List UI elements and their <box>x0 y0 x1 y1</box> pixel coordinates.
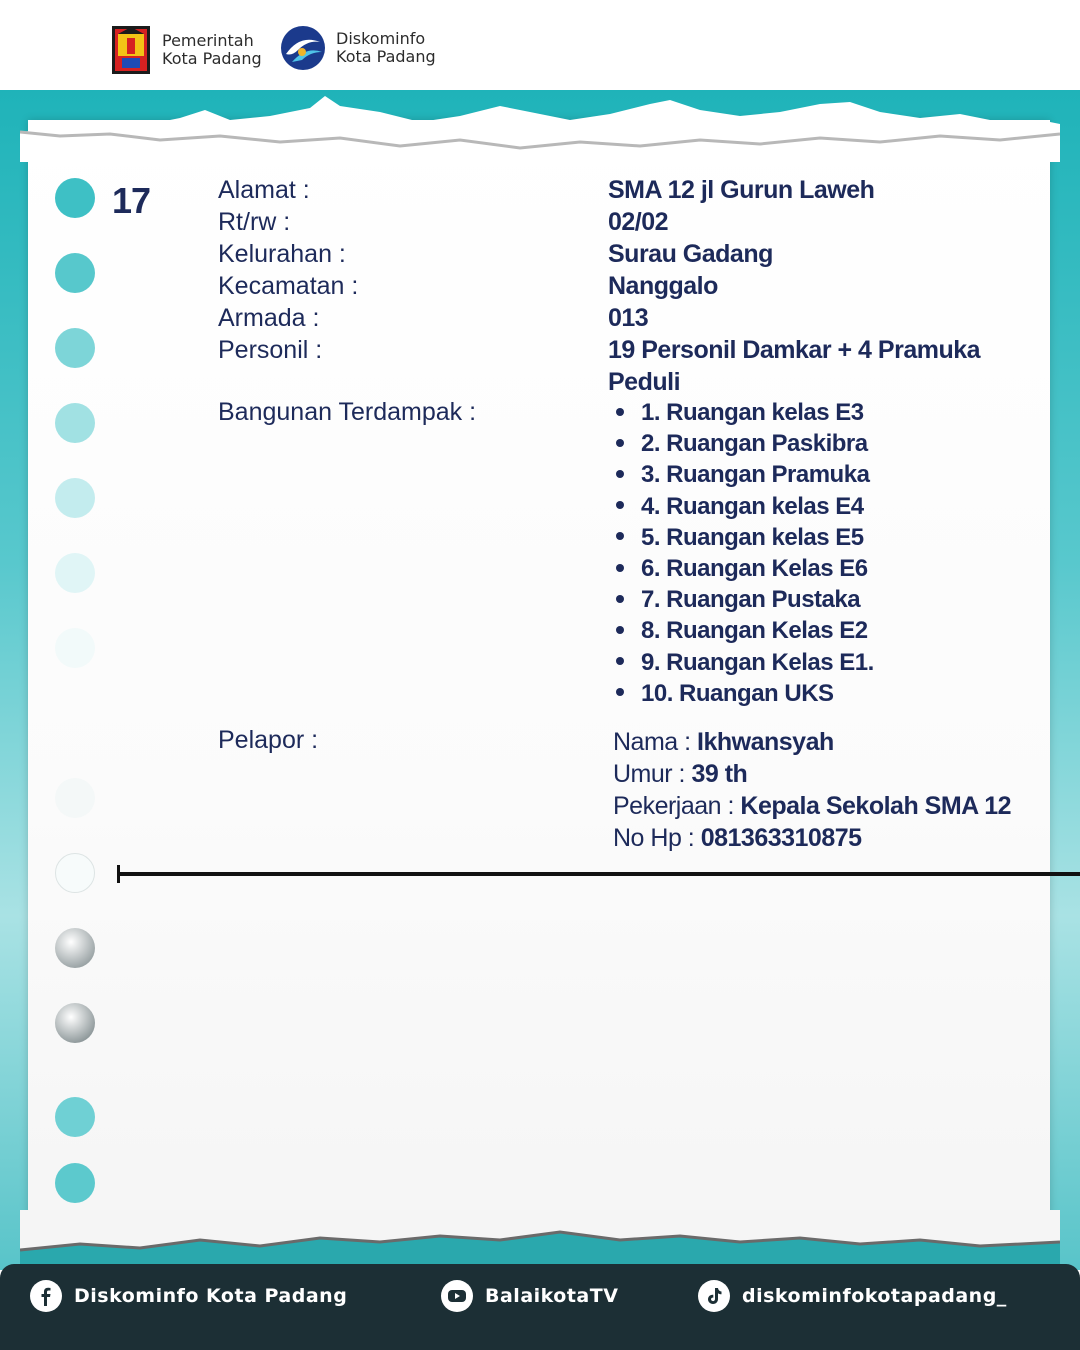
bullet-icon <box>616 626 624 634</box>
label-personil: Personil : <box>218 336 323 364</box>
bullet-icon <box>616 501 624 509</box>
bullet-icon <box>616 439 624 447</box>
label-bangunan-terdampak: Bangunan Terdampak : <box>218 398 477 426</box>
binder-hole <box>55 628 95 668</box>
bullet-icon <box>616 470 624 478</box>
section-divider <box>118 872 1080 876</box>
binder-hole <box>55 1097 95 1137</box>
torn-paper-top-edge <box>20 92 1060 162</box>
binder-hole <box>55 778 95 818</box>
brand-diskominfo <box>280 24 436 72</box>
kominfo-logo-icon <box>280 24 326 72</box>
binder-hole <box>55 178 95 218</box>
list-item: 5. Ruangan kelas E5 <box>616 522 874 553</box>
reporter-pekerjaan: Pekerjaan : Kepala Sekolah SMA 12 <box>613 792 1012 820</box>
affected-buildings-list <box>616 397 874 709</box>
entry-number: 17 <box>112 180 151 221</box>
brand-diskominfo-text: Diskominfo Kota Padang <box>336 29 436 66</box>
label-kecamatan: Kecamatan : <box>218 272 359 300</box>
value-rtrw: 02/02 <box>608 208 669 236</box>
brand-pemkot-text: Pemerintah Kota Padang <box>162 31 262 68</box>
binder-hole <box>55 928 95 968</box>
facebook-link[interactable] <box>30 1280 347 1312</box>
binder-hole <box>55 553 95 593</box>
label-kelurahan: Kelurahan : <box>218 240 346 268</box>
bullet-icon <box>616 408 624 416</box>
list-item: 4. Ruangan kelas E4 <box>616 491 874 522</box>
reporter-nohp: No Hp : 081363310875 <box>613 824 862 852</box>
list-item: 9. Ruangan Kelas E1. <box>616 647 874 678</box>
label-pelapor: Pelapor : <box>218 726 319 754</box>
youtube-handle: BalaikotaTV <box>485 1285 619 1307</box>
value-personil: 19 Personil Damkar + 4 Pramuka Peduli <box>608 336 981 396</box>
youtube-icon <box>441 1280 473 1312</box>
facebook-icon <box>30 1280 62 1312</box>
binder-hole <box>55 853 95 893</box>
reporter-nama: Nama : Ikhwansyah <box>613 728 834 756</box>
list-item: 2. Ruangan Paskibra <box>616 428 874 459</box>
binder-hole <box>55 478 95 518</box>
bullet-icon <box>616 688 624 696</box>
youtube-link[interactable] <box>441 1280 618 1312</box>
label-rtrw: Rt/rw : <box>218 208 291 236</box>
value-kelurahan: Surau Gadang <box>608 240 773 268</box>
brand-pemkot <box>110 24 262 76</box>
kota-padang-crest-icon <box>110 24 152 76</box>
facebook-handle: Diskominfo Kota Padang <box>74 1285 348 1307</box>
tiktok-icon <box>698 1280 730 1312</box>
reporter-details <box>613 726 1011 854</box>
list-item: 6. Ruangan Kelas E6 <box>616 553 874 584</box>
list-item: 3. Ruangan Pramuka <box>616 459 874 490</box>
list-item: 7. Ruangan Pustaka <box>616 584 874 615</box>
bullet-icon <box>616 564 624 572</box>
label-armada: Armada : <box>218 304 320 332</box>
tiktok-handle: diskominfokotapadang_ <box>742 1285 1007 1307</box>
binder-hole <box>55 403 95 443</box>
list-item: 1. Ruangan kelas E3 <box>616 397 874 428</box>
binder-hole <box>55 253 95 293</box>
list-item: 10. Ruangan UKS <box>616 678 874 709</box>
binder-hole <box>55 328 95 368</box>
value-armada: 013 <box>608 304 649 332</box>
list-item: 8. Ruangan Kelas E2 <box>616 615 874 646</box>
bullet-icon <box>616 532 624 540</box>
bullet-icon <box>616 595 624 603</box>
field-labels <box>218 174 358 366</box>
reporter-umur: Umur : 39 th <box>613 760 748 788</box>
value-alamat: SMA 12 jl Gurun Laweh <box>608 176 875 204</box>
binder-hole <box>55 1163 95 1203</box>
value-kecamatan: Nanggalo <box>608 272 718 300</box>
tiktok-link[interactable] <box>698 1280 1007 1312</box>
binder-hole <box>55 1003 95 1043</box>
label-alamat: Alamat : <box>218 176 310 204</box>
field-values <box>608 174 1028 398</box>
bullet-icon <box>616 657 624 665</box>
